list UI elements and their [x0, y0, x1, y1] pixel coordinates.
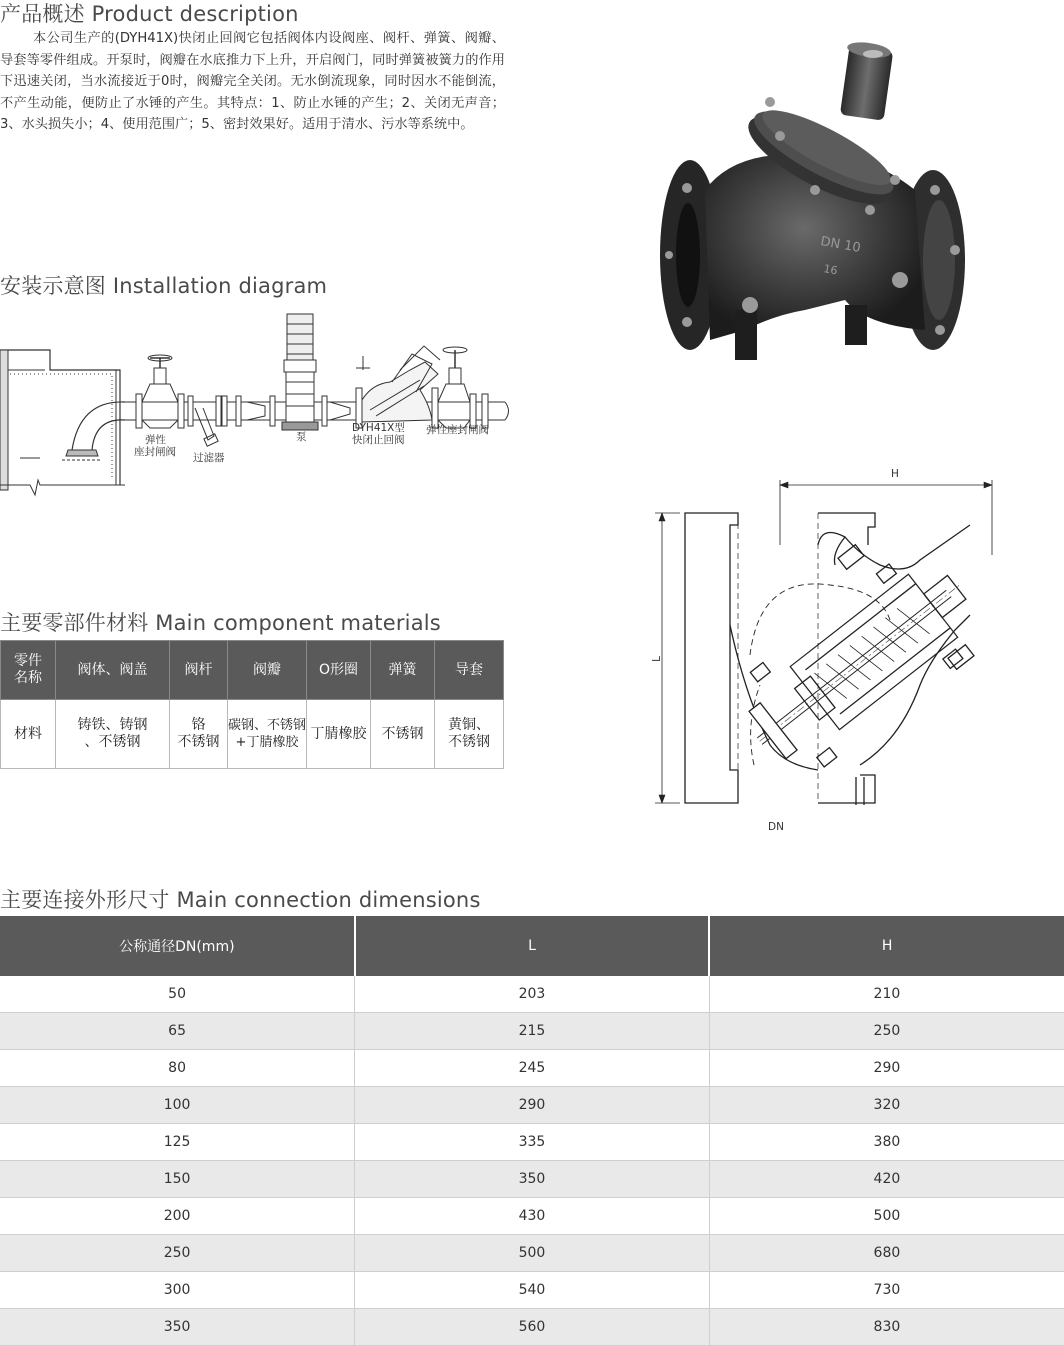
cell-dn: 350 [0, 1309, 355, 1346]
label-gate-valve-1-line2: 座封闸阀 [134, 446, 176, 458]
cell-dn: 125 [0, 1124, 355, 1161]
materials-cell: 丁腈橡胶 [307, 700, 371, 769]
materials-header-row [1, 641, 504, 700]
materials-header-cell: 阀瓣 [228, 641, 307, 700]
cell-dn: 300 [0, 1272, 355, 1309]
table-row [0, 1161, 1064, 1198]
cell-h: 500 [709, 1198, 1064, 1235]
cell-dn: 80 [0, 1050, 355, 1087]
materials-header-cell: 弹簧 [371, 641, 435, 700]
cell-h: 420 [709, 1161, 1064, 1198]
installation-diagram [0, 310, 515, 500]
table-row [0, 1124, 1064, 1161]
cell-dn: 100 [0, 1087, 355, 1124]
materials-row [1, 700, 504, 769]
materials-heading: 主要零部件材料 Main component materials [0, 611, 441, 635]
cell-l: 215 [355, 1013, 710, 1050]
drawing-h-label: H [891, 468, 899, 480]
materials-table [0, 640, 504, 769]
dimensions-header-row [0, 916, 1064, 976]
valve-body-mark-pn: 16 [822, 262, 839, 278]
cell-l: 203 [355, 976, 710, 1013]
cell-h: 830 [709, 1309, 1064, 1346]
cell-l: 540 [355, 1272, 710, 1309]
materials-header-cell: 阀体、阀盖 [56, 641, 170, 700]
cell-l: 560 [355, 1309, 710, 1346]
materials-cell: 材料 [1, 700, 56, 769]
materials-cell: 碳钢、不锈钢 +丁腈橡胶 [228, 700, 307, 769]
table-row [0, 976, 1064, 1013]
product-description: 本公司生产的(DYH41X)快闭止回阀它包括阀体内设阀座、阀杆、弹簧、阀瓣、导套等零件组成。开泵时，阀瓣在水底推力下上升，开启阀门，同时弹簧被簧力的作用下迅速关闭，当水流接近于0时，阀瓣完全关闭。无水倒流现象，同时因水不能倒流，不产生动能，便防止了水锤的产生。其特点：1、防止水锤的产生；2、关闭无声音；3、水头损失小；4、使用范围广；5、密封效果好。适用于清水、污水等系统中。 [0, 31, 505, 132]
valve-photo [655, 40, 975, 380]
cell-dn: 65 [0, 1013, 355, 1050]
dimensions-header-h: H [709, 916, 1064, 976]
materials-cell: 不锈钢 [371, 700, 435, 769]
cell-h: 680 [709, 1235, 1064, 1272]
materials-cell: 铬 不锈钢 [170, 700, 228, 769]
materials-header-cell: 零件 名称 [1, 641, 56, 700]
dimensions-header-dn: 公称通径DN(mm) [0, 916, 355, 976]
materials-header-cell: 导套 [435, 641, 504, 700]
drawing-dn-label: DN [768, 821, 784, 833]
table-row [0, 1235, 1064, 1272]
cell-h: 320 [709, 1087, 1064, 1124]
drawing-l-label: L [650, 656, 663, 662]
label-gate-valve-1-line1: 弹性 [145, 434, 166, 446]
cell-dn: 50 [0, 976, 355, 1013]
cell-h: 210 [709, 976, 1064, 1013]
label-filter: 过滤器 [193, 452, 225, 464]
cell-l: 245 [355, 1050, 710, 1087]
cell-l: 290 [355, 1087, 710, 1124]
label-pump: 泵 [296, 431, 307, 443]
cell-dn: 150 [0, 1161, 355, 1198]
product-heading: 产品概述 Product description [0, 2, 299, 26]
cell-h: 380 [709, 1124, 1064, 1161]
table-row [0, 1050, 1064, 1087]
table-row [0, 1309, 1064, 1346]
materials-header-cell: 阀杆 [170, 641, 228, 700]
materials-cell: 黄铜、 不锈钢 [435, 700, 504, 769]
cell-h: 730 [709, 1272, 1064, 1309]
cell-l: 335 [355, 1124, 710, 1161]
cell-l: 500 [355, 1235, 710, 1272]
installation-heading: 安装示意图 Installation diagram [0, 274, 328, 298]
label-check-valve-line1: DYH41X型 [352, 422, 405, 434]
table-row [0, 1272, 1064, 1309]
cell-l: 430 [355, 1198, 710, 1235]
table-row [0, 1013, 1064, 1050]
materials-cell: 铸铁、铸钢 、不锈钢 [56, 700, 170, 769]
dimensions-table [0, 916, 1064, 1346]
table-row [0, 1087, 1064, 1124]
cell-l: 350 [355, 1161, 710, 1198]
cell-dn: 200 [0, 1198, 355, 1235]
table-row [0, 1198, 1064, 1235]
materials-header-cell: O形圈 [307, 641, 371, 700]
dimensions-header-l: L [355, 916, 710, 976]
cell-h: 290 [709, 1050, 1064, 1087]
dimensions-heading: 主要连接外形尺寸 Main connection dimensions [0, 888, 481, 912]
cell-dn: 250 [0, 1235, 355, 1272]
label-check-valve-line2: 快闭止回阀 [352, 434, 405, 446]
cell-h: 250 [709, 1013, 1064, 1050]
valve-body-mark-dn: DN 10 [819, 234, 862, 256]
valve-section-drawing [650, 465, 1010, 840]
label-gate-valve-2: 弹性座封闸阀 [426, 424, 489, 436]
